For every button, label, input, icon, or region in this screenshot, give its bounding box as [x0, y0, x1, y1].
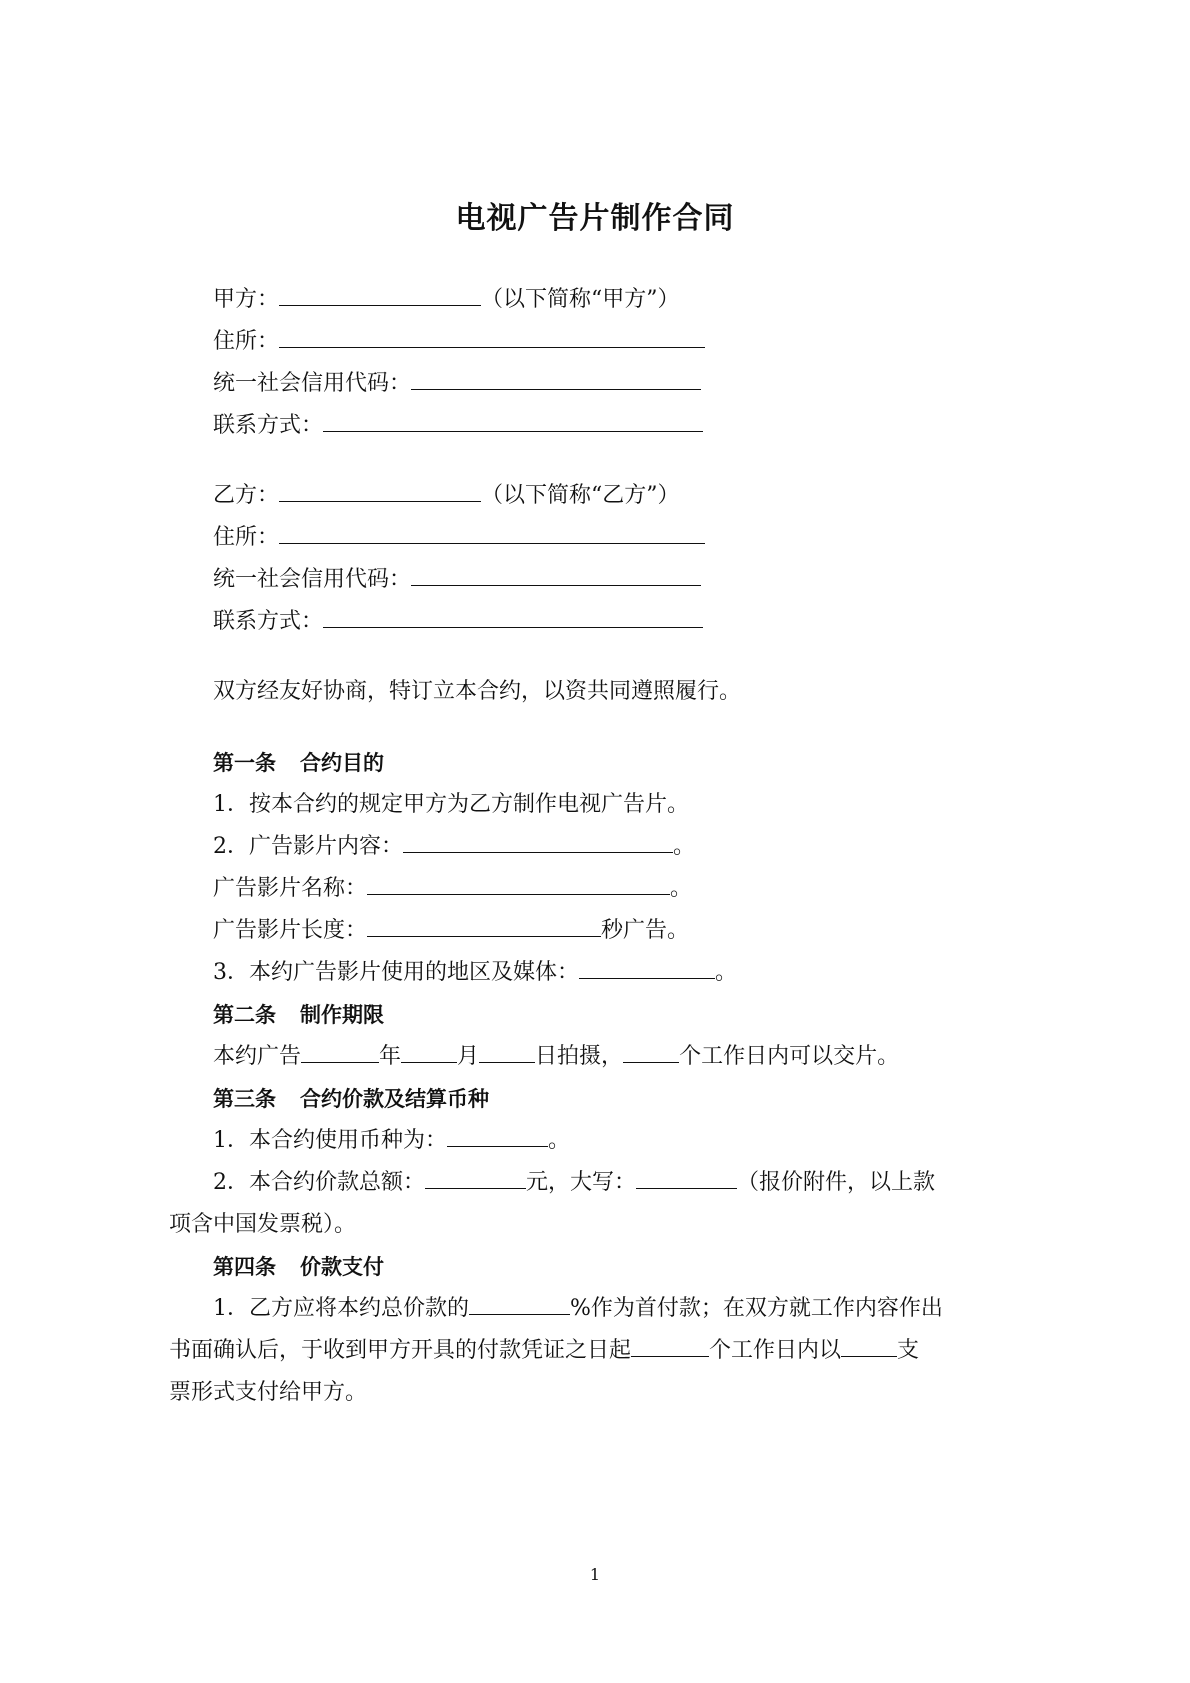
- article-1-number: 第一条: [213, 751, 276, 775]
- page-number: 1: [589, 1565, 601, 1584]
- shoot-month-field[interactable]: [401, 1042, 457, 1063]
- party-b-credit-field[interactable]: [411, 565, 701, 586]
- party-a-credit-label: 统一社会信用代码：: [213, 371, 412, 396]
- media-end: 。: [715, 960, 738, 985]
- shoot-label: 本约广告: [213, 1044, 302, 1069]
- party-b-contact-field[interactable]: [323, 607, 703, 628]
- currency-end: 。: [548, 1128, 571, 1153]
- article-4-heading: [213, 1252, 384, 1282]
- payment-method-label: 个工作日内以: [709, 1338, 842, 1363]
- article-2-text: [213, 1042, 899, 1072]
- currency-field[interactable]: [447, 1126, 548, 1147]
- article-4-line-2: [169, 1336, 919, 1366]
- day-label: 日拍摄，: [535, 1044, 624, 1069]
- party-b-line: [213, 481, 680, 511]
- party-a-credit-field[interactable]: [411, 369, 701, 390]
- article-1-length-line: [213, 916, 689, 946]
- intro-text: 双方经友好协商，特订立本合约，以资共同遵照履行。: [213, 679, 742, 704]
- article-3-heading: [213, 1084, 489, 1114]
- party-b-credit-label: 统一社会信用代码：: [213, 567, 412, 592]
- article-4-title: 价款支付: [300, 1255, 384, 1279]
- ad-name-label: 广告影片名称：: [213, 876, 368, 901]
- media-field[interactable]: [579, 958, 715, 979]
- article-3-item-2-cont: 项含中国发票税）。: [169, 1212, 357, 1237]
- article-1-name-line: [213, 874, 692, 904]
- party-a-credit-line: [213, 369, 701, 399]
- party-b-address-field[interactable]: [279, 523, 705, 544]
- party-a-name-field[interactable]: [279, 285, 481, 306]
- article-1-title: 合约目的: [300, 751, 384, 775]
- currency-label: 1．本合约使用币种为：: [213, 1128, 447, 1153]
- shoot-day-field[interactable]: [479, 1042, 535, 1063]
- party-a-line: [213, 285, 680, 315]
- party-a-alias: （以下简称“甲方”）: [481, 287, 680, 312]
- total-price-label: 2．本合约价款总额：: [213, 1170, 425, 1195]
- party-a-contact-field[interactable]: [323, 411, 703, 432]
- ad-name-end: 。: [670, 876, 693, 901]
- price-words-label: 元，大写：: [526, 1170, 637, 1195]
- price-note: （报价附件，以上款: [737, 1170, 936, 1195]
- party-b-address-line: [213, 523, 705, 553]
- price-words-field[interactable]: [636, 1168, 737, 1189]
- down-payment-percent-field[interactable]: [469, 1294, 570, 1315]
- article-4-line-3: 票形式支付给甲方。: [169, 1380, 368, 1405]
- article-1-item-2: [213, 832, 695, 862]
- party-b-label: 乙方：: [213, 483, 280, 508]
- party-a-contact-line: [213, 411, 703, 441]
- party-b-address-label: 住所：: [213, 525, 280, 550]
- article-3-number: 第三条: [213, 1087, 276, 1111]
- total-price-field[interactable]: [425, 1168, 526, 1189]
- ad-content-field[interactable]: [403, 832, 673, 853]
- party-b-contact-line: [213, 607, 703, 637]
- ad-name-field[interactable]: [367, 874, 670, 895]
- article-2-title: 制作期限: [300, 1003, 384, 1027]
- article-4-line-1: [213, 1294, 943, 1324]
- article-1-heading: [213, 748, 384, 778]
- ad-length-end: 秒广告。: [601, 918, 690, 943]
- party-a-label: 甲方：: [213, 287, 280, 312]
- payment-method-field[interactable]: [841, 1336, 897, 1357]
- ad-length-label: 广告影片长度：: [213, 918, 368, 943]
- delivery-label: 个工作日内可以交片。: [679, 1044, 900, 1069]
- page-title: 电视广告片制作合同: [455, 201, 735, 236]
- article-1-item-1: 1．按本合约的规定甲方为乙方制作电视广告片。: [213, 792, 689, 817]
- ad-content-end: 。: [673, 834, 696, 859]
- party-b-credit-line: [213, 565, 701, 595]
- month-label: 月: [457, 1044, 480, 1069]
- party-a-address-label: 住所：: [213, 329, 280, 354]
- party-b-name-field[interactable]: [279, 481, 481, 502]
- ad-content-label: 2．广告影片内容：: [213, 834, 403, 859]
- payment-method-end: 支: [897, 1338, 920, 1363]
- article-2-heading: [213, 1000, 384, 1030]
- shoot-year-field[interactable]: [301, 1042, 379, 1063]
- article-3-item-2: [213, 1168, 935, 1198]
- article-1-item-3: [213, 958, 737, 988]
- party-a-contact-label: 联系方式：: [213, 413, 324, 438]
- payment-days-field[interactable]: [631, 1336, 709, 1357]
- party-a-address-field[interactable]: [279, 327, 705, 348]
- payment-days-label: 书面确认后，于收到甲方开具的付款凭证之日起: [169, 1338, 632, 1363]
- media-label: 3．本约广告影片使用的地区及媒体：: [213, 960, 579, 985]
- article-4-number: 第四条: [213, 1255, 276, 1279]
- down-payment-text: %作为首付款；在双方就工作内容作出: [570, 1296, 943, 1321]
- year-label: 年: [379, 1044, 402, 1069]
- article-3-title: 合约价款及结算币种: [300, 1087, 489, 1111]
- article-3-item-1: [213, 1126, 570, 1156]
- ad-length-field[interactable]: [367, 916, 601, 937]
- party-b-contact-label: 联系方式：: [213, 609, 324, 634]
- down-payment-label: 1．乙方应将本约总价款的: [213, 1296, 469, 1321]
- party-b-alias: （以下简称“乙方”）: [481, 483, 680, 508]
- article-2-number: 第二条: [213, 1003, 276, 1027]
- party-a-address-line: [213, 327, 705, 357]
- delivery-days-field[interactable]: [623, 1042, 679, 1063]
